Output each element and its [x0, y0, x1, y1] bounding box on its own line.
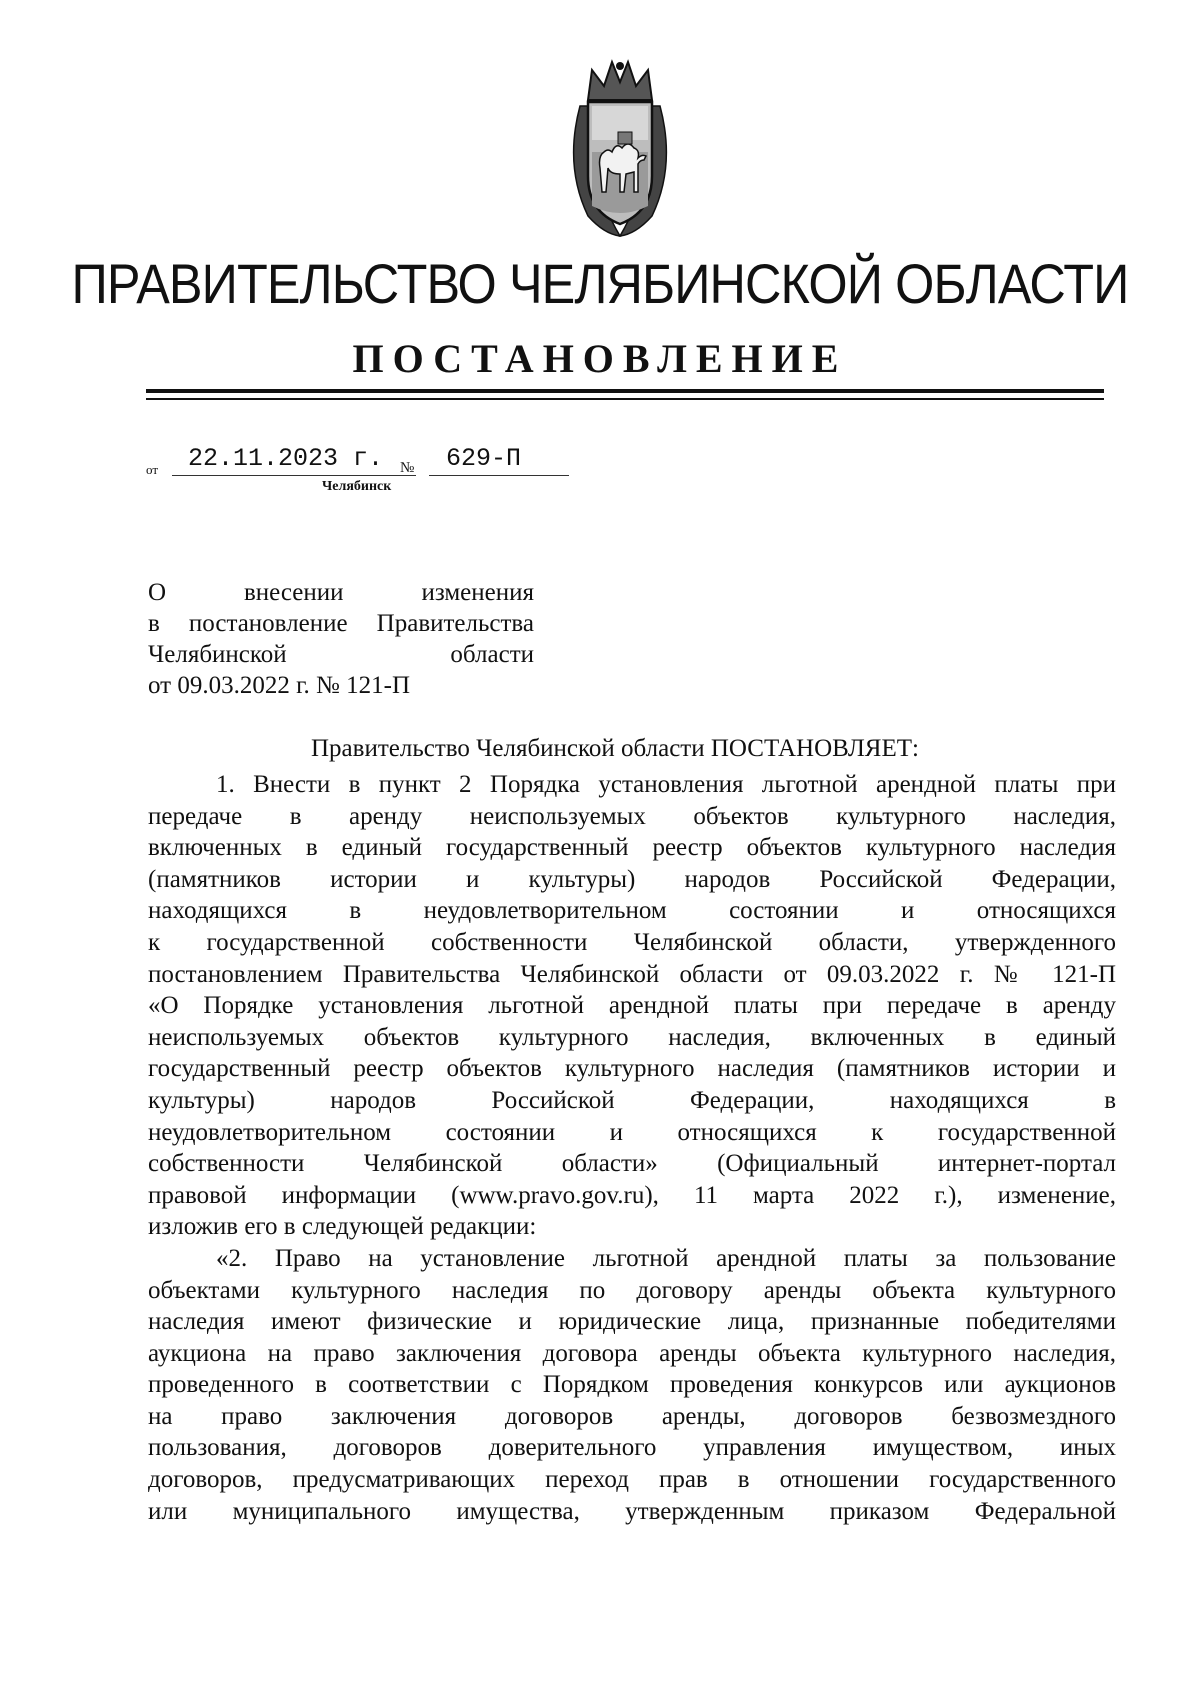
subject-line: Челябинской области: [148, 641, 534, 668]
body-line: к государственной собственности Челябинской области, утвержденного: [148, 928, 1116, 956]
document-subject: [148, 577, 534, 701]
document-type-title: ПОСТАНОВЛЕНИЕ: [352, 336, 848, 381]
preamble: Правительство Челябинской области ПОСТАНОВЛЯЕТ:: [311, 735, 919, 762]
body-line: пользования, договоров доверительного управления имуществом, иных: [148, 1434, 1116, 1462]
body-line: государственный реестр объектов культурного наследия (памятников истории и: [148, 1055, 1116, 1083]
subject-line: от 09.03.2022 г. № 121-П: [148, 672, 411, 699]
body-line: постановлением Правительства Челябинской области от 09.03.2022 г. № 121-П: [148, 960, 1116, 988]
body-line: передаче в аренду неиспользуемых объектов культурного наследия,: [148, 802, 1116, 830]
date-underline: [172, 475, 416, 476]
document-body: [148, 769, 1116, 1527]
body-line: проведенного в соответствии с Порядком проведения конкурсов или аукционов: [148, 1371, 1116, 1399]
body-line: правовой информации (www.pravo.gov.ru), 11 марта 2022 г.), изменение,: [148, 1181, 1116, 1209]
document-city: Челябинск: [322, 479, 392, 494]
body-line: неиспользуемых объектов культурного наследия, включенных в единый: [148, 1023, 1116, 1051]
body-line: 1. Внести в пункт 2 Порядка установления льготной арендной платы при: [216, 771, 1116, 798]
body-line: собственности Челябинской области» (Официальный интернет-портал: [148, 1150, 1116, 1178]
header-divider-thin: [146, 398, 1104, 400]
body-line: объектами культурного наследия по договору аренды объекта культурного: [148, 1276, 1116, 1304]
body-line: «2. Право на установление льготной арендной платы за пользование: [216, 1244, 1116, 1272]
body-line: неудовлетворительном состоянии и относящихся к государственной: [148, 1118, 1116, 1146]
body-line: изложив его в следующей редакции:: [148, 1213, 537, 1241]
document-date: 22.11.2023 г.: [188, 444, 384, 473]
document-meta: [146, 444, 586, 500]
body-line: или муниципального имущества, утвержденным приказом Федеральной: [148, 1497, 1116, 1525]
body-line: наследия имеют физические и юридические лица, признанные победителями: [148, 1308, 1116, 1336]
header-divider-thick: [146, 389, 1104, 393]
body-line: договоров, предусматривающих переход прав в отношении государственного: [148, 1466, 1116, 1494]
body-line: (памятников истории и культуры) народов Российской Федерации,: [148, 865, 1116, 893]
government-title: ПРАВИТЕЛЬСТВО ЧЕЛЯБИНСКОЙ ОБЛАСТИ: [71, 252, 1129, 315]
body-line: культуры) народов Российской Федерации, находящихся в: [148, 1086, 1116, 1114]
body-line: находящихся в неудовлетворительном состоянии и относящихся: [148, 897, 1116, 925]
body-line: на право заключения договоров аренды, договоров безвозмездного: [148, 1402, 1116, 1430]
subject-line: в постановление Правительства: [148, 610, 534, 637]
chelyabinsk-coat-of-arms-icon: [558, 56, 682, 238]
subject-line: О внесении изменения: [148, 579, 534, 606]
document-number: 629-П: [446, 444, 522, 473]
number-label: №: [400, 460, 415, 476]
body-line: включенных в единый государственный реестр объектов культурного наследия: [148, 834, 1116, 862]
body-line: «О Порядке установления льготной арендной платы при передаче в аренду: [148, 992, 1116, 1020]
date-label: от: [146, 462, 159, 477]
number-underline: [429, 475, 569, 476]
body-line: аукциона на право заключения договора аренды объекта культурного наследия,: [148, 1339, 1116, 1367]
